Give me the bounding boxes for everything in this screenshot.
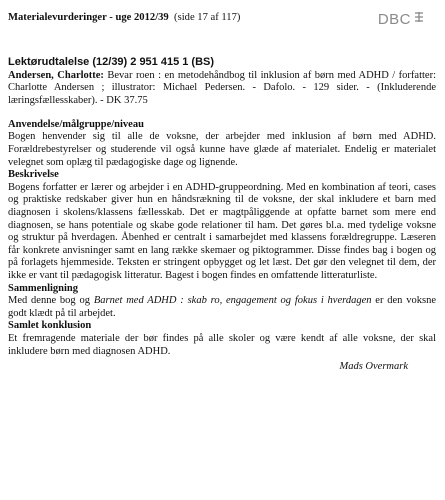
target-heading: Anvendelse/målgruppe/niveau: [8, 118, 144, 130]
bibliographic-author: Andersen, Charlotte:: [8, 70, 104, 81]
bibliographic-record: [8, 70, 436, 107]
header-title: Materialevurderinger - uge 2012/39: [8, 12, 169, 23]
comparison-heading: Sammenligning: [8, 282, 79, 294]
target-text: Bogen henvender sig til alle de voksne, der arbejder med inklusion af børn med ADHD. Forældrebestyrelser og studerende vil også kunne have glæde af materialet. Endelig er materialet velegnet som oplæg til pædagogiske dage og lignende.: [8, 131, 436, 168]
logo-text: DBC: [377, 10, 411, 28]
comparison-text: Med denne bog og Barnet med ADHD : skab ro, engagement og fokus i hverdagen er den voksne godt klædt på til arbejdet.: [8, 295, 436, 319]
page-header: [8, 10, 437, 32]
comparison-book-title: Barnet med ADHD : skab ro, engagement og fokus i hverdagen: [93, 295, 372, 307]
conclusion-text: Et fremragende materiale der bør findes på alle skoler og være kendt af alle voksne, der skal inkludere børn med diagnosen ADHD.: [8, 332, 436, 357]
review-content: [8, 56, 436, 374]
logo-mark-icon: [413, 10, 425, 28]
dbc-logo: [378, 10, 425, 28]
conclusion-heading: Samlet konklusion: [8, 320, 92, 332]
description-heading: Beskrivelse: [8, 169, 59, 181]
reviewer-signature: Mads Overmark: [339, 361, 408, 373]
description-text: Bogens forfatter er lærer og arbejder i en ADHD-gruppeordning. Med en kombination af teori, cases og praktiske redskaber giver hun en håndsrækning til de voksne, der skal inkludere et barn med diagnosen i skolens/klassens fællesskab. Det er magtpåliggende at opfatte barnet som mere end diagnosen, se hans potentiale og skabe gode relationer til ham. Det gøres bl.a. med tydelige voksne og struktur på hverdagen. Åbenhed er centralt i samarbejdet med klassens forældregruppe. Læseren får konkrete anvisninger samt en lang række skemaer og piktogrammer. Disse findes bag i bogen og på forlagets hjemmeside. Teksten er stringent opbygget og let læst. Det gør den velegnet til dem, der ikke er vant til pædagogisk litteratur. Bagest i bogen findes en omfattende litteraturliste.: [8, 181, 436, 282]
review-title: Lektørudtalelse (12/39) 2 951 415 1 (BS): [8, 56, 215, 68]
bibliographic-details: Bevar roen : en metodehåndbog til inklusion af børn med ADHD / forfatter: Charlotte Andersen ; illustrator: Michael Pedersen. - Dafolo. - 129 sider. - (Inkluderende læringsfællesskaber). - DK 37.75: [8, 70, 436, 106]
header-line: [8, 12, 240, 23]
header-page-info: (side 17 af 117): [174, 12, 241, 23]
